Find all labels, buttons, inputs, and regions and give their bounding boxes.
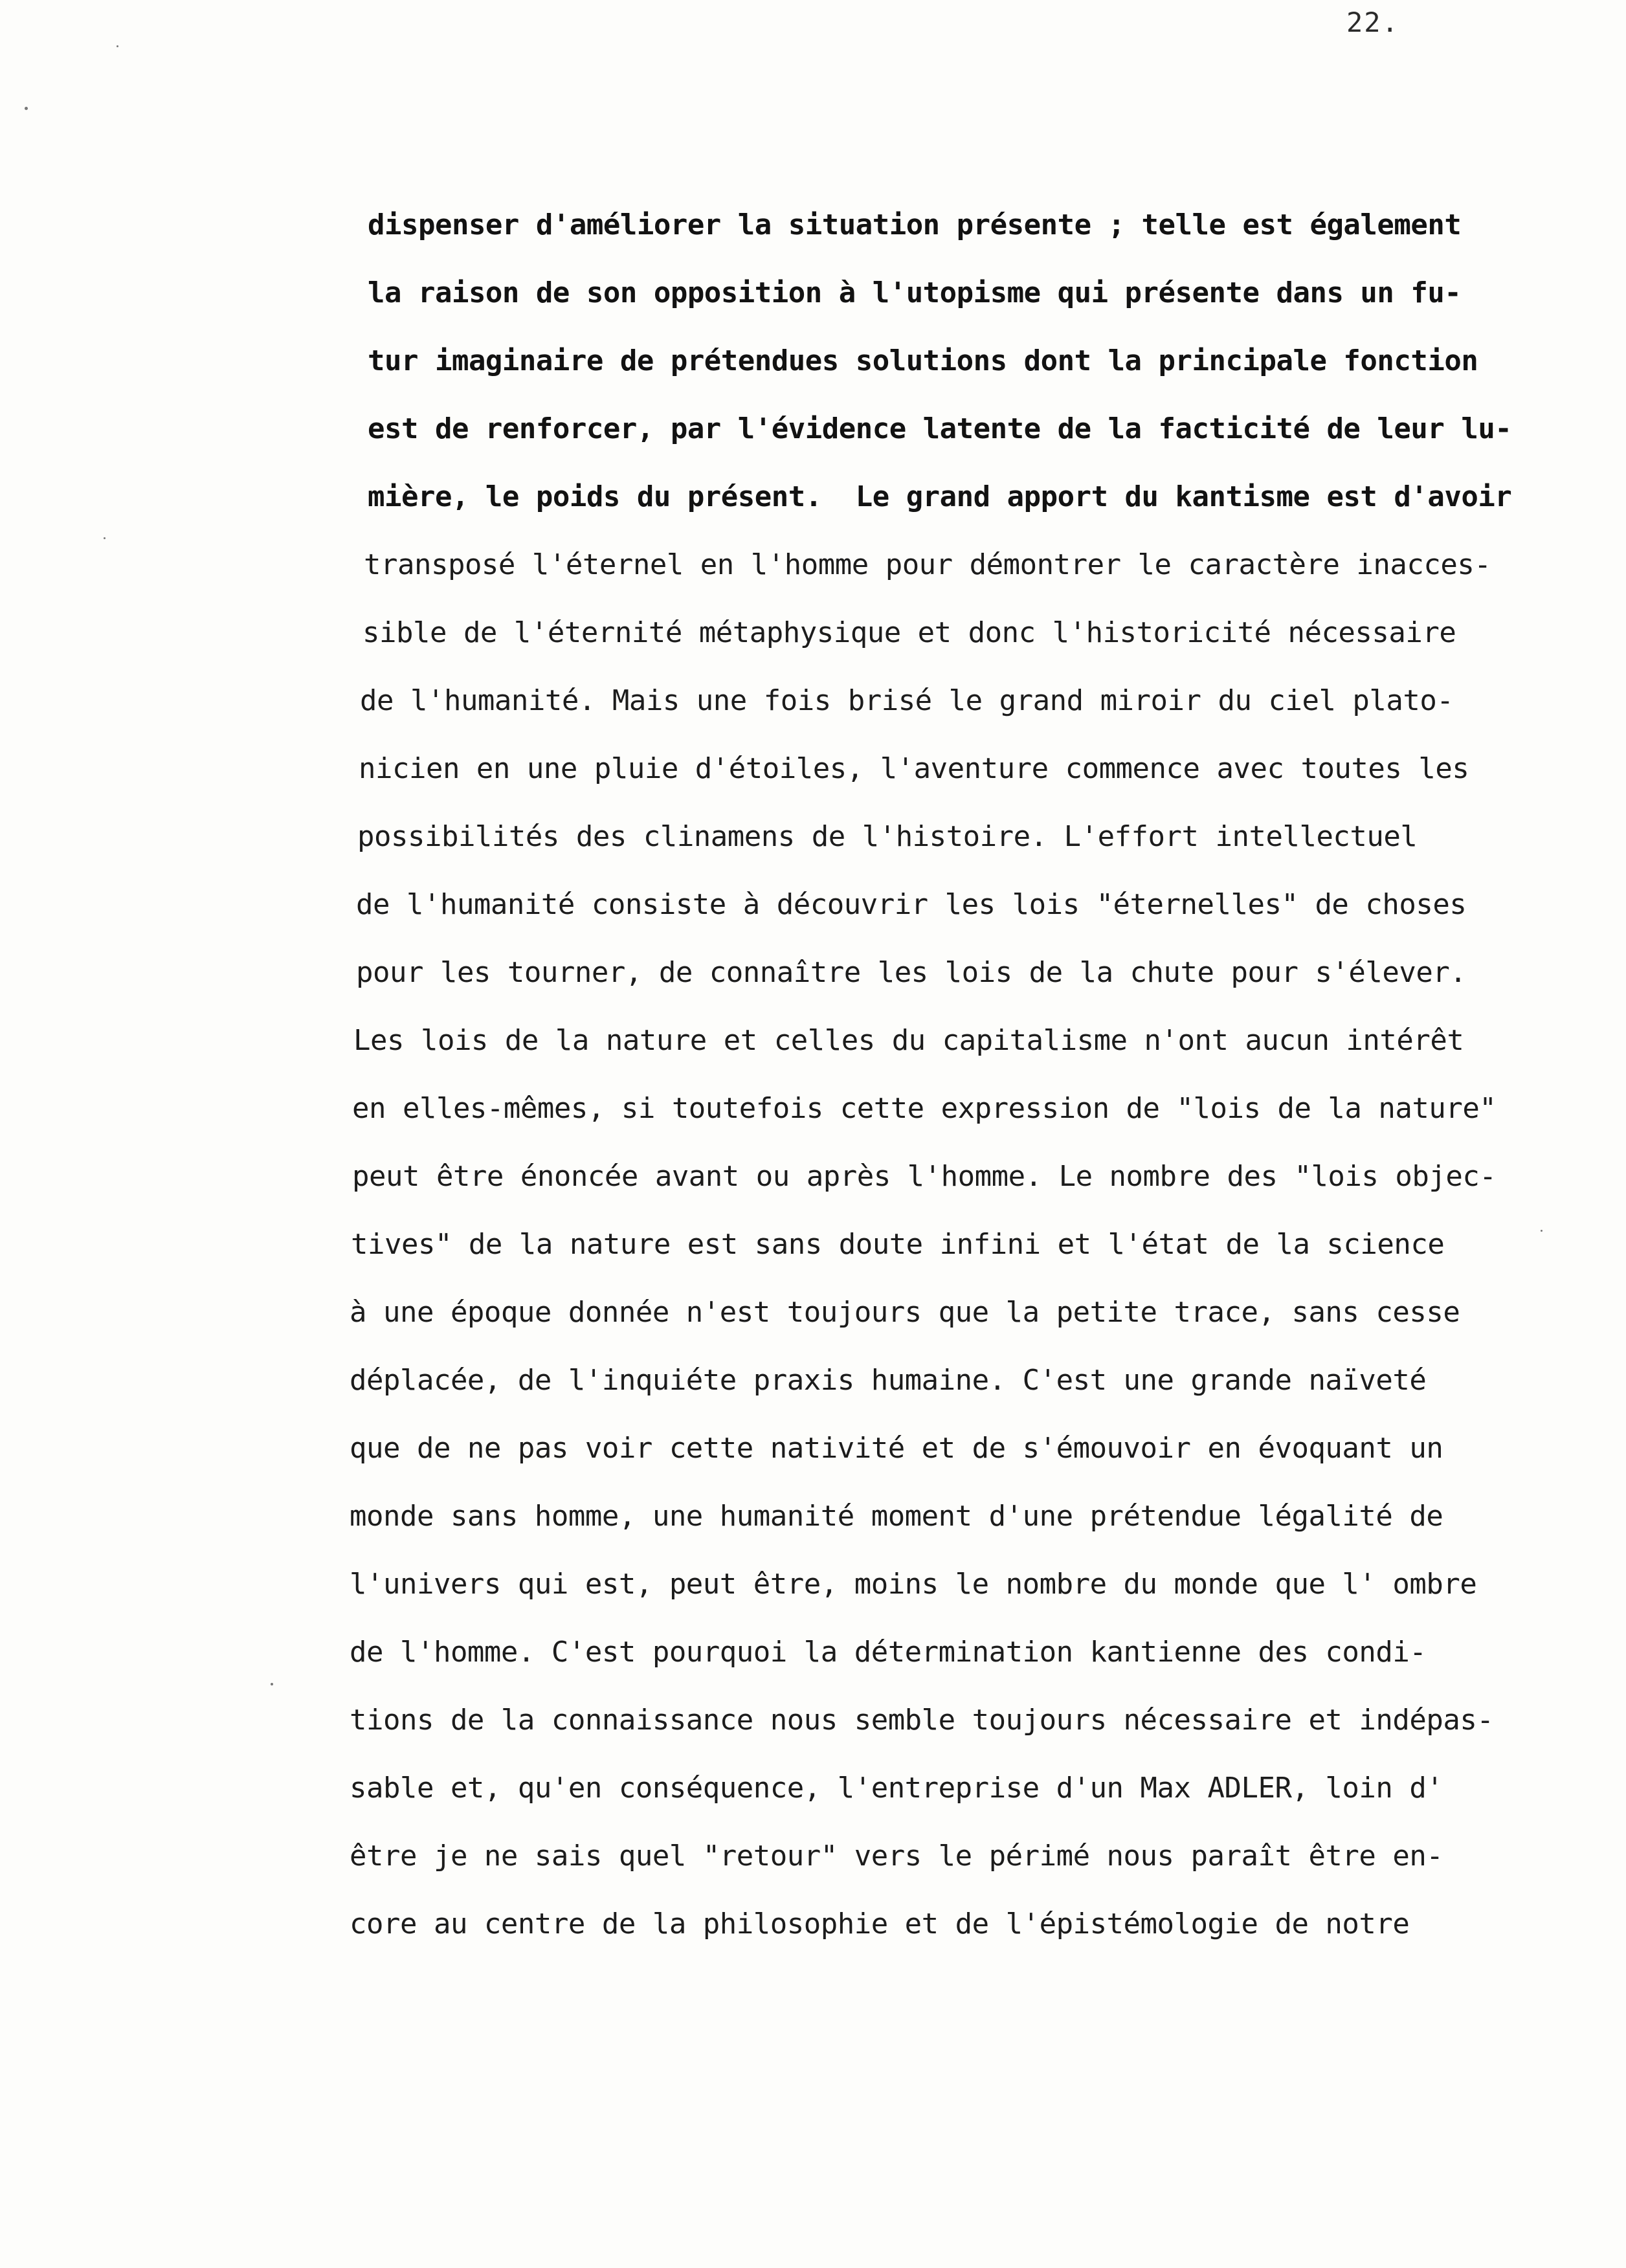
scan-speck <box>104 537 106 539</box>
text-line: être je ne sais quel "retour" vers le périmé nous paraît être en- <box>350 1840 1443 1873</box>
text-line: déplacée, de l'inquiéte praxis humaine. C'est une grande naïveté <box>350 1364 1427 1397</box>
text-line: mière, le poids du présent. Le grand apport du kantisme est d'avoir <box>368 480 1512 513</box>
scan-speck <box>117 45 118 47</box>
text-line: dispenser d'améliorer la situation présente ; telle est également <box>368 208 1462 241</box>
text-line: nicien en une pluie d'étoiles, l'aventure commence avec toutes les <box>359 752 1469 785</box>
text-line: la raison de son opposition à l'utopisme qui présente dans un fu- <box>368 276 1462 309</box>
text-line: core au centre de la philosophie et de l'épistémologie de notre <box>350 1907 1410 1940</box>
text-line: est de renforcer, par l'évidence latente de la facticité de leur lu- <box>368 412 1512 445</box>
text-line: de l'homme. C'est pourquoi la détermination kantienne des condi- <box>350 1636 1427 1669</box>
text-line: tions de la connaissance nous semble toujours nécessaire et indépas- <box>350 1704 1494 1737</box>
text-line: possibilités des clinamens de l'histoire. L'effort intellectuel <box>357 820 1418 853</box>
text-line: sible de l'éternité métaphysique et donc l'historicité nécessaire <box>362 616 1456 649</box>
text-line: tur imaginaire de prétendues solutions dont la principale fonction <box>368 344 1478 377</box>
text-line: à une époque donnée n'est toujours que la petite trace, sans cesse <box>350 1296 1460 1329</box>
text-line: l'univers qui est, peut être, moins le nombre du monde que l' ombre <box>350 1568 1477 1601</box>
text-line: en elles-mêmes, si toutefois cette expression de "lois de la nature" <box>352 1092 1497 1125</box>
scan-speck <box>25 107 28 110</box>
text-line: de l'humanité. Mais une fois brisé le grand miroir du ciel plato- <box>360 684 1454 717</box>
scan-speck <box>271 1683 273 1685</box>
typewritten-body <box>350 191 1579 1958</box>
text-line: de l'humanité consiste à découvrir les lois "éternelles" de choses <box>356 888 1467 921</box>
page-number: 22. <box>1346 6 1399 38</box>
text-line: transposé l'éternel en l'homme pour démontrer le caractère inacces- <box>364 548 1491 581</box>
text-line: que de ne pas voir cette nativité et de s'émouvoir en évoquant un <box>350 1432 1443 1465</box>
text-line: Les lois de la nature et celles du capitalisme n'ont aucun intérêt <box>353 1024 1464 1057</box>
text-line: peut être énoncée avant ou après l'homme. Le nombre des "lois objec- <box>352 1160 1497 1193</box>
text-line: pour les tourner, de connaître les lois de la chute pour s'élever. <box>356 956 1467 989</box>
text-line: tives" de la nature est sans doute infini et l'état de la science <box>351 1228 1445 1261</box>
text-line: sable et, qu'en conséquence, l'entreprise d'un Max ADLER, loin d' <box>350 1772 1443 1805</box>
text-line: monde sans homme, une humanité moment d'une prétendue légalité de <box>350 1500 1443 1533</box>
